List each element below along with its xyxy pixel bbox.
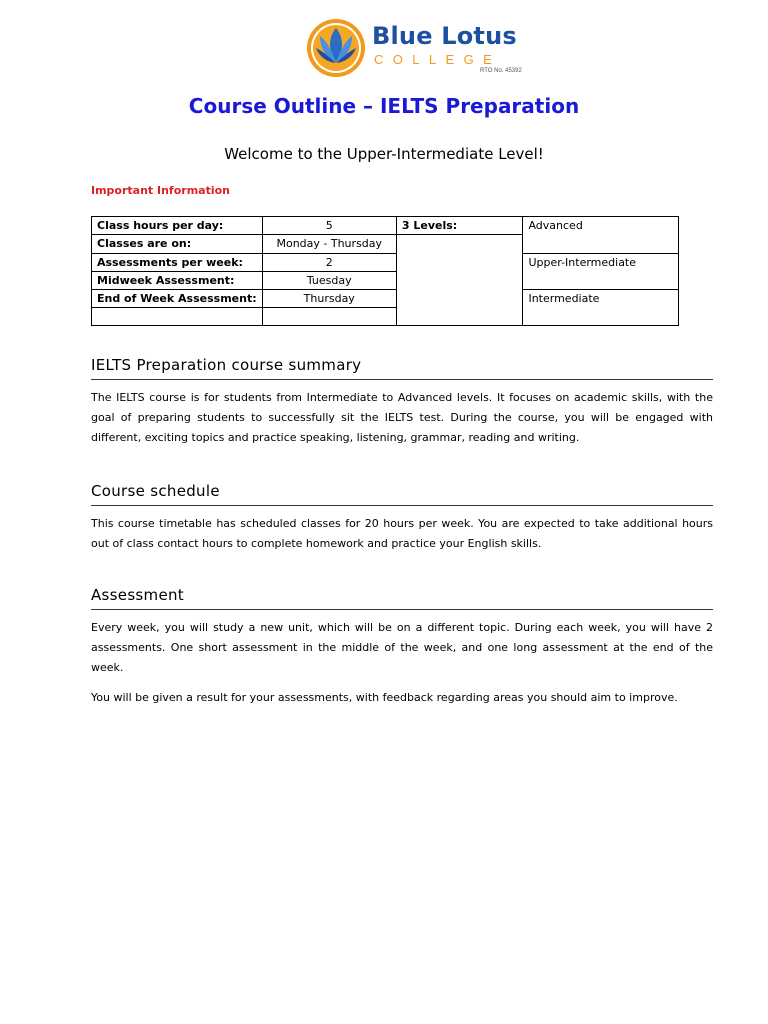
section-heading: Assessment — [91, 586, 713, 610]
section-paragraph: This course timetable has scheduled classes for 20 hours per week. You are expected to take additional hours out of class contact hours to complete homework and practice your English skills. — [91, 517, 713, 550]
row-label: Classes are on: — [92, 235, 263, 254]
row-value: 2 — [262, 254, 396, 272]
info-table — [91, 216, 679, 326]
table-row — [92, 290, 679, 308]
course-summary-section — [91, 356, 713, 448]
level-advanced: Advanced — [523, 217, 679, 254]
level-intermediate: Intermediate — [523, 290, 679, 326]
empty-cell — [262, 308, 396, 326]
important-info-heading: Important Information — [91, 184, 231, 197]
row-label: Assessments per week: — [92, 254, 263, 272]
lotus-flower-icon — [306, 18, 366, 78]
empty-cell — [92, 308, 263, 326]
level-upper-intermediate: Upper-Intermediate — [523, 254, 679, 290]
row-label: Midweek Assessment: — [92, 272, 263, 290]
college-logo — [306, 18, 522, 78]
assessment-section — [91, 586, 713, 708]
welcome-heading: Welcome to the Upper-Intermediate Level! — [224, 145, 544, 163]
row-label: Class hours per day: — [92, 217, 263, 235]
course-schedule-section — [91, 482, 713, 554]
table-row — [92, 217, 679, 235]
page-title: Course Outline – IELTS Preparation — [188, 94, 580, 118]
logo-name: Blue Lotus — [372, 22, 517, 50]
section-heading: IELTS Preparation course summary — [91, 356, 713, 380]
row-value: 5 — [262, 217, 396, 235]
table-row — [92, 254, 679, 272]
row-value: Monday - Thursday — [262, 235, 396, 254]
section-paragraph: Every week, you will study a new unit, which will be on a different topic. During each week, you will have 2 assessments. One short assessment in the middle of the week, and one long assessment at the end of the week. — [91, 621, 713, 674]
logo-rto-number: RTO No. 45392 — [480, 68, 522, 74]
section-paragraph: You will be given a result for your assessments, with feedback regarding areas you should aim to improve. — [91, 691, 678, 704]
logo-college: COLLEGE — [374, 52, 502, 67]
levels-heading: 3 Levels: — [396, 217, 523, 235]
section-paragraph: The IELTS course is for students from Intermediate to Advanced levels. It focuses on academic skills, with the goal of preparing students to successfully sit the IELTS test. During the course, you will be engaged with different, exciting topics and practice speaking, listening, grammar, reading and writing. — [91, 391, 713, 444]
levels-blank-cell — [396, 235, 523, 326]
row-value: Thursday — [262, 290, 396, 308]
row-value: Tuesday — [262, 272, 396, 290]
section-heading: Course schedule — [91, 482, 713, 506]
row-label: End of Week Assessment: — [92, 290, 263, 308]
